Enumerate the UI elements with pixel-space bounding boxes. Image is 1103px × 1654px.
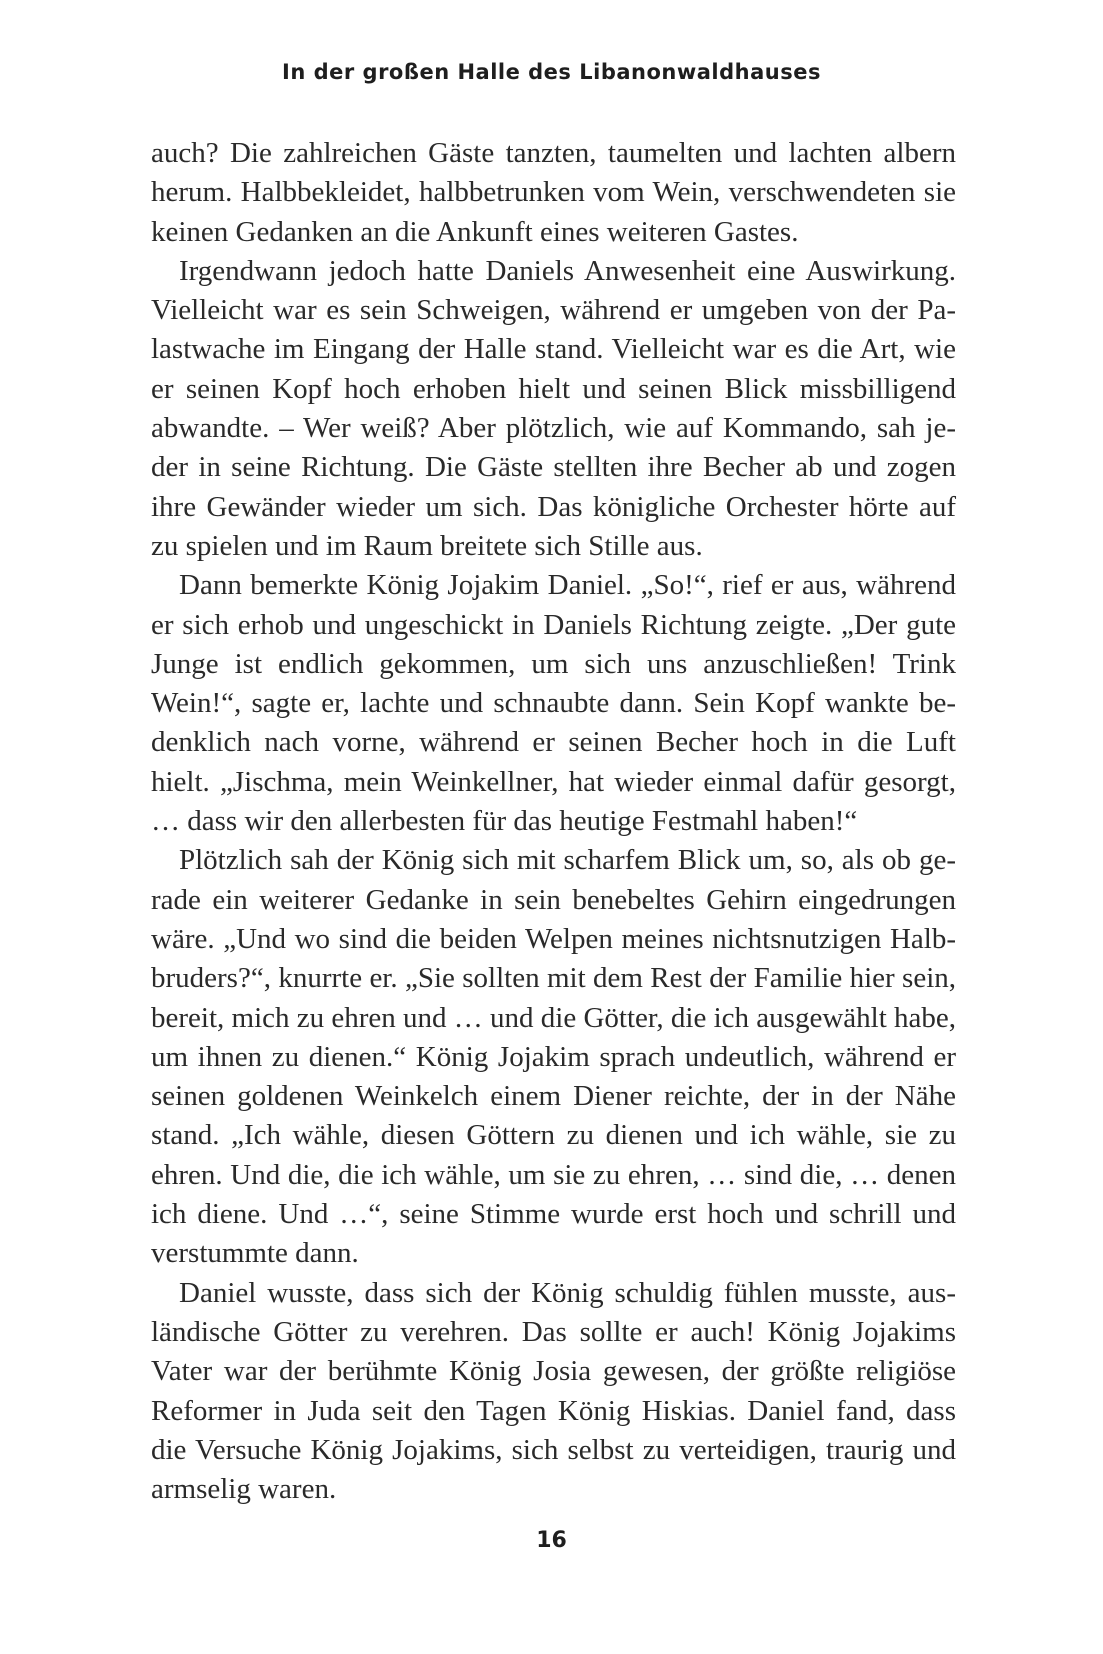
page-number: 16	[536, 1528, 567, 1553]
paragraph: Plötzlich sah der König sich mit scharfem Blick um, so, als ob gerade ein weiterer Gedanke in sein benebeltes Gehirn eingedrungen wäre. „Und wo sind die beiden Welpen meines nichtsnutzigen Halbbruders?“, knurrte er. „Sie sollten mit dem Rest der Familie hier sein, bereit, mich zu ehren und … und die Götter, die ich ausgewählt habe, um ihnen zu dienen.“ König Jojakim sprach undeutlich, während er seinen goldenen Weinkelch einem Diener reichte, der in der Nähe stand. „Ich wähle, diesen Göttern zu dienen und ich wähle, sie zu ehren. Und die, die ich wähle, um sie zu ehren, … sind die, … denen ich diene. Und …“, seine Stimme wurde erst hoch und schrill und verstummte dann.	[151, 844, 956, 1270]
paragraph: Irgendwann jedoch hatte Daniels Anwesenheit eine Auswirkung. Vielleicht war es sein Schweigen, während er umgeben von der Palastwache im Eingang der Halle stand. Vielleicht war es die Art, wie er seinen Kopf hoch erhoben hielt und seinen Blick missbilligend abwandte. – Wer weiß? Aber plötzlich, wie auf Kommando, sah jeder in seine Richtung. Die Gäste stellten ihre Becher ab und zogen ihre Gewänder wieder um sich. Das königliche Orchester hörte auf zu spielen und im Raum breitete sich Stille aus.	[151, 254, 956, 562]
paragraph: Daniel wusste, dass sich der König schuldig fühlen musste, ausländische Götter zu verehren. Das sollte er auch! König Jojakims Vater war der berühmte König Josia gewesen, der größte religiöse Reformer in Juda seit den Tagen König Hiskias. Daniel fand, dass die Versuche König Jojakims, sich selbst zu verteidigen, traurig und armselig waren.	[151, 1276, 956, 1506]
paragraph: auch? Die zahlreichen Gäste tanzten, taumelten und lachten albern herum. Halbbekleidet, halbbetrunken vom Wein, verschwendeten sie keinen Gedanken an die Ankunft eines weiteren Gastes.	[151, 137, 956, 248]
body-text	[151, 134, 956, 1509]
paragraph: Dann bemerkte König Jojakim Daniel. „So!“, rief er aus, während er sich erhob und ungeschickt in Daniels Richtung zeigte. „Der gute Junge ist endlich gekommen, um sich uns anzuschließen! Trink Wein!“, sagte er, lachte und schnaubte dann. Sein Kopf wankte bedenklich nach vorne, während er seinen Becher hoch in die Luft hielt. „Jischma, mein Weinkellner, hat wieder einmal dafür gesorgt, … dass wir den allerbesten für das heutige Festmahl haben!“	[151, 569, 956, 838]
running-header: In der großen Halle des Libanonwaldhauses	[282, 60, 821, 84]
